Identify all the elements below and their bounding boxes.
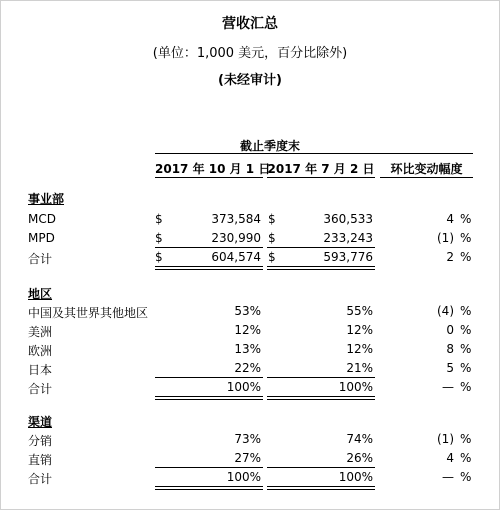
- header-rule-q2: [267, 177, 375, 178]
- header-rule-q1: [155, 177, 263, 178]
- value-q1: 13%: [234, 342, 261, 356]
- column-header-change: 环比变动幅度: [390, 162, 463, 176]
- value-q2: 12%: [346, 323, 373, 337]
- value-q1: 100%: [226, 470, 261, 484]
- percent-sign: %: [460, 361, 472, 375]
- value-q2: 74%: [346, 432, 373, 446]
- subtotal-rule-q2: [267, 247, 375, 248]
- row-label: 合计: [28, 472, 53, 486]
- value-q2: 233,243: [323, 231, 373, 245]
- value-change: 2: [446, 250, 454, 264]
- currency-symbol: $: [268, 250, 276, 264]
- value-q2: 593,776: [323, 250, 373, 264]
- subtotal-rule-q2: [267, 377, 375, 378]
- value-q2: 12%: [346, 342, 373, 356]
- total-double-rule-q2: [267, 396, 375, 400]
- row-label: 日本: [28, 363, 53, 377]
- value-q1: 27%: [234, 451, 261, 465]
- value-change: —: [442, 380, 454, 394]
- section-heading-channel: 渠道: [28, 415, 53, 429]
- percent-sign: %: [460, 231, 472, 245]
- total-double-rule-q2: [267, 266, 375, 270]
- total-double-rule-q1: [155, 396, 263, 400]
- row-label: 分销: [28, 434, 53, 448]
- column-header-q1: 2017 年 10 月 1 日: [155, 162, 271, 176]
- value-q2: 26%: [346, 451, 373, 465]
- header-rule-change: [380, 177, 473, 178]
- row-label: 中国及其世界其他地区: [28, 306, 149, 320]
- section-heading-division: 事业部: [28, 192, 65, 206]
- column-group-header: 截止季度末: [239, 139, 300, 153]
- value-change: (4): [437, 304, 454, 318]
- value-q1: 604,574: [211, 250, 261, 264]
- percent-sign: %: [460, 470, 472, 484]
- value-change: (1): [437, 231, 454, 245]
- value-change: —: [442, 470, 454, 484]
- percent-sign: %: [460, 250, 472, 264]
- subtotal-rule-q1: [155, 247, 263, 248]
- subtotal-rule-q1: [155, 377, 263, 378]
- total-double-rule-q1: [155, 266, 263, 270]
- group-header-rule: [155, 153, 473, 154]
- value-change: 8: [446, 342, 454, 356]
- page-subtitle: (单位：1,000 美元，百分比除外): [152, 46, 348, 61]
- value-q2: 360,533: [323, 212, 373, 226]
- currency-symbol: $: [268, 212, 276, 226]
- value-q1: 373,584: [211, 212, 261, 226]
- value-change: (1): [437, 432, 454, 446]
- value-q2: 21%: [346, 361, 373, 375]
- row-label: MPD: [28, 231, 55, 245]
- row-label: 合计: [28, 252, 53, 266]
- percent-sign: %: [460, 342, 472, 356]
- percent-sign: %: [460, 212, 472, 226]
- section-heading-region: 地区: [28, 287, 53, 301]
- value-q2: 100%: [338, 470, 373, 484]
- page-title: 营收汇总: [222, 16, 278, 32]
- value-change: 4: [446, 212, 454, 226]
- subtotal-rule-q1: [155, 467, 263, 468]
- value-change: 5: [446, 361, 454, 375]
- row-label: MCD: [28, 212, 56, 226]
- currency-symbol: $: [268, 231, 276, 245]
- value-q1: 230,990: [211, 231, 261, 245]
- value-q1: 100%: [226, 380, 261, 394]
- value-q2: 55%: [346, 304, 373, 318]
- currency-symbol: $: [155, 212, 163, 226]
- value-q1: 53%: [234, 304, 261, 318]
- value-change: 4: [446, 451, 454, 465]
- percent-sign: %: [460, 380, 472, 394]
- percent-sign: %: [460, 451, 472, 465]
- value-change: 0: [446, 323, 454, 337]
- currency-symbol: $: [155, 250, 163, 264]
- percent-sign: %: [460, 323, 472, 337]
- row-label: 直销: [28, 453, 53, 467]
- total-double-rule-q1: [155, 486, 263, 490]
- value-q2: 100%: [338, 380, 373, 394]
- unaudited-note: (未经审计): [218, 73, 282, 88]
- value-q1: 73%: [234, 432, 261, 446]
- currency-symbol: $: [155, 231, 163, 245]
- percent-sign: %: [460, 304, 472, 318]
- value-q1: 22%: [234, 361, 261, 375]
- column-header-q2: 2017 年 7 月 2 日: [267, 162, 375, 176]
- row-label: 合计: [28, 382, 53, 396]
- row-label: 美洲: [28, 325, 53, 339]
- subtotal-rule-q2: [267, 467, 375, 468]
- row-label: 欧洲: [28, 344, 53, 358]
- value-q1: 12%: [234, 323, 261, 337]
- percent-sign: %: [460, 432, 472, 446]
- total-double-rule-q2: [267, 486, 375, 490]
